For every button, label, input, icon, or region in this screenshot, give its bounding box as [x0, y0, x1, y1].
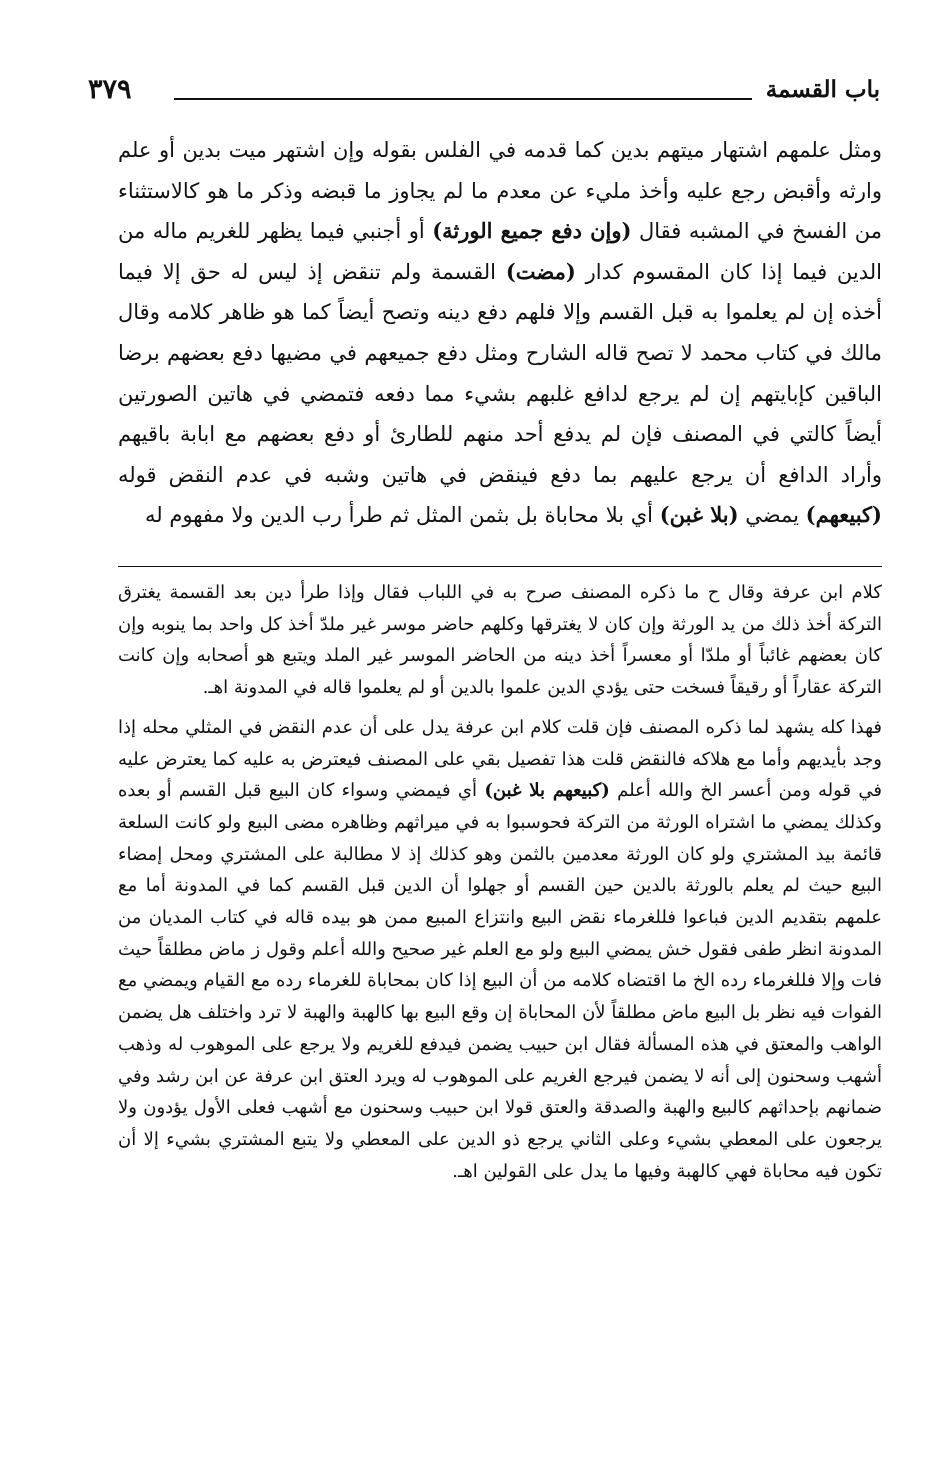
footnote-separator — [118, 566, 882, 567]
quoted-matn: (وإن دفع جميع الورثة) — [432, 218, 632, 244]
quoted-matn: (مضت) — [505, 258, 576, 284]
footnote-paragraph — [118, 712, 882, 1188]
footnote-section — [118, 577, 882, 1187]
quoted-matn: (كبيعهم بلا غبن) — [484, 780, 610, 802]
text-run: فهذا كله يشهد لما ذكره المصنف فإن قلت كلام ابن عرفة يدل على أن عدم النقض في المثلي محله إذا وجد بأيديهم وأما مع هلاكه فالنقض قلت هذا تفصيل بقي على المصنف فيعترض به عليه كما يعترض عليه في قوله ومن أعسر الخ والله أعلم — [118, 716, 882, 802]
text-run: أي فيمضي وسواء كان البيع قبل القسم أو بعده وكذلك يمضي ما اشتراه الورثة من التركة فحوسبوا به في ميراثهم وظاهره مضى البيع ولو كانت السلعة قائمة بيد المشتري ولو كان الورثة معدمين بالثمن وهو كذلك إذ لا مطالبة على المشتري ومحل إمضاء البيع حيث لم يعلم بالورثة بالدين حين القسم أو جهلوا أن الدين قبل القسم كما في المدونة أما مع علمهم بتقديم الدين فباعوا فللغرماء نقض البيع وانتزاع المبيع ممن هو بيده قاله في كتاب المديان من المدونة انظر طفى فقول خش يمضي البيع ولو مع العلم غير صحيح والله أعلم وقول ز ماض مطلقاً حيث فات وإلا فللغرماء رده الخ ما اقتضاه كلامه من أن البيع إذا كان بمحاباة للغرماء رده مع القيام ويمضي مع الفوات فيه نظر بل البيع ماض مطلقاً لأن المحاباة إن وقع البيع بها كالهبة والهبة لا ترد واختلف هل يضمن الواهب والمعتق في هذه المسألة فقال ابن حبيب يضمن فيدفع للغريم ولا يرجع على الموهوب له وذهب أشهب وسحنون إلى أنه لا يضمن فيرجع الغريم على الموهوب له ويرد العتق ابن عرفة عن ابن رشد وفي ضمانهم بإحداثهم كالبيع والهبة والصدقة والعتق قولا ابن حبيب وسحنون مع أشهب فعلى الأول يؤدون ولا يرجعون على المعطي بشيء وعلى الثاني يرجع ذو الدين على المعطي ولا يتبع المشتري بشيء إلا أن تكون فيه محاباة فهي كالهبة وفيها ما يدل على القولين اهـ. — [118, 780, 882, 1182]
text-run: أو أجنبي فيما يظهر للغريم ماله من الدين فيما إذا كان المقسوم كدار — [118, 219, 883, 284]
main-text — [118, 130, 882, 536]
quoted-matn: (بلا غبن) — [659, 502, 739, 528]
text-run: القسمة ولم تنقض إذ ليس له حق إلا فيما أخذه إن لم يعلموا به قبل القسم وإلا فلهم دفع دينه وتصح أيضاً كما هو ظاهر كلامه وقال مالك في كتاب محمد لا تصح قاله الشارح ومثل دفع جميعهم في مضيها دفع بعضهم برضا الباقين كإبايتهم إن لم يرجع لدافع غلبهم بشيء مما دفعه فتمضي في هاتين الصورتين أيضاً كالتي في المصنف فإن لم يدفع أحد منهم للطارئ أو دفع بعضهم مع ابابة باقيهم وأراد الدافع أن يرجع عليهم بما دفع فينقض في هاتين وشبه في عدم النقض قوله — [118, 259, 882, 487]
footnote-paragraph: كلام ابن عرفة وقال ح ما ذكره المصنف صرح به في اللباب فقال وإذا طرأ دين بعد القسمة يغترق التركة أخذ ذلك من يد الورثة وإن كان لا يغترقها وكلهم حاضر موسر غير ملدّ أخذ كل واحد بما ينوبه وإن كان بعضهم غائباً أو ملدّا أو معسراً أخذ دينه من الحاضر الموسر غير الملد ويتبع هو أصحابه وإن كانت التركة عقاراً أو رقيقاً فسخت حتى يؤدي الدين علموا بالدين أو لم يعلموا قاله في المدونة اهـ. — [118, 582, 882, 699]
text-run: ومثل علمهم اشتهار ميتهم بدين كما قدمه في الفلس بقوله وإن اشتهر ميت بدين أو علم وارثه وأقبض رجع عليه وأخذ مليء عن معدم ما لم يجاوز ما قبضه وذكر ما هو كالاستثناء من الفسخ في المشبه فقال — [118, 138, 882, 244]
running-title: باب القسمة — [765, 76, 880, 103]
page-number: ٣٧٩ — [88, 74, 132, 105]
text-run: يمضي — [745, 503, 799, 528]
main-paragraph — [118, 130, 882, 536]
header-rule — [174, 98, 752, 100]
page-header — [88, 72, 880, 112]
quoted-matn: (كبيعهم) — [805, 502, 882, 528]
text-run: أي بلا محاباة بل بثمن المثل ثم طرأ رب الدين ولا مفهوم له — [145, 503, 654, 528]
